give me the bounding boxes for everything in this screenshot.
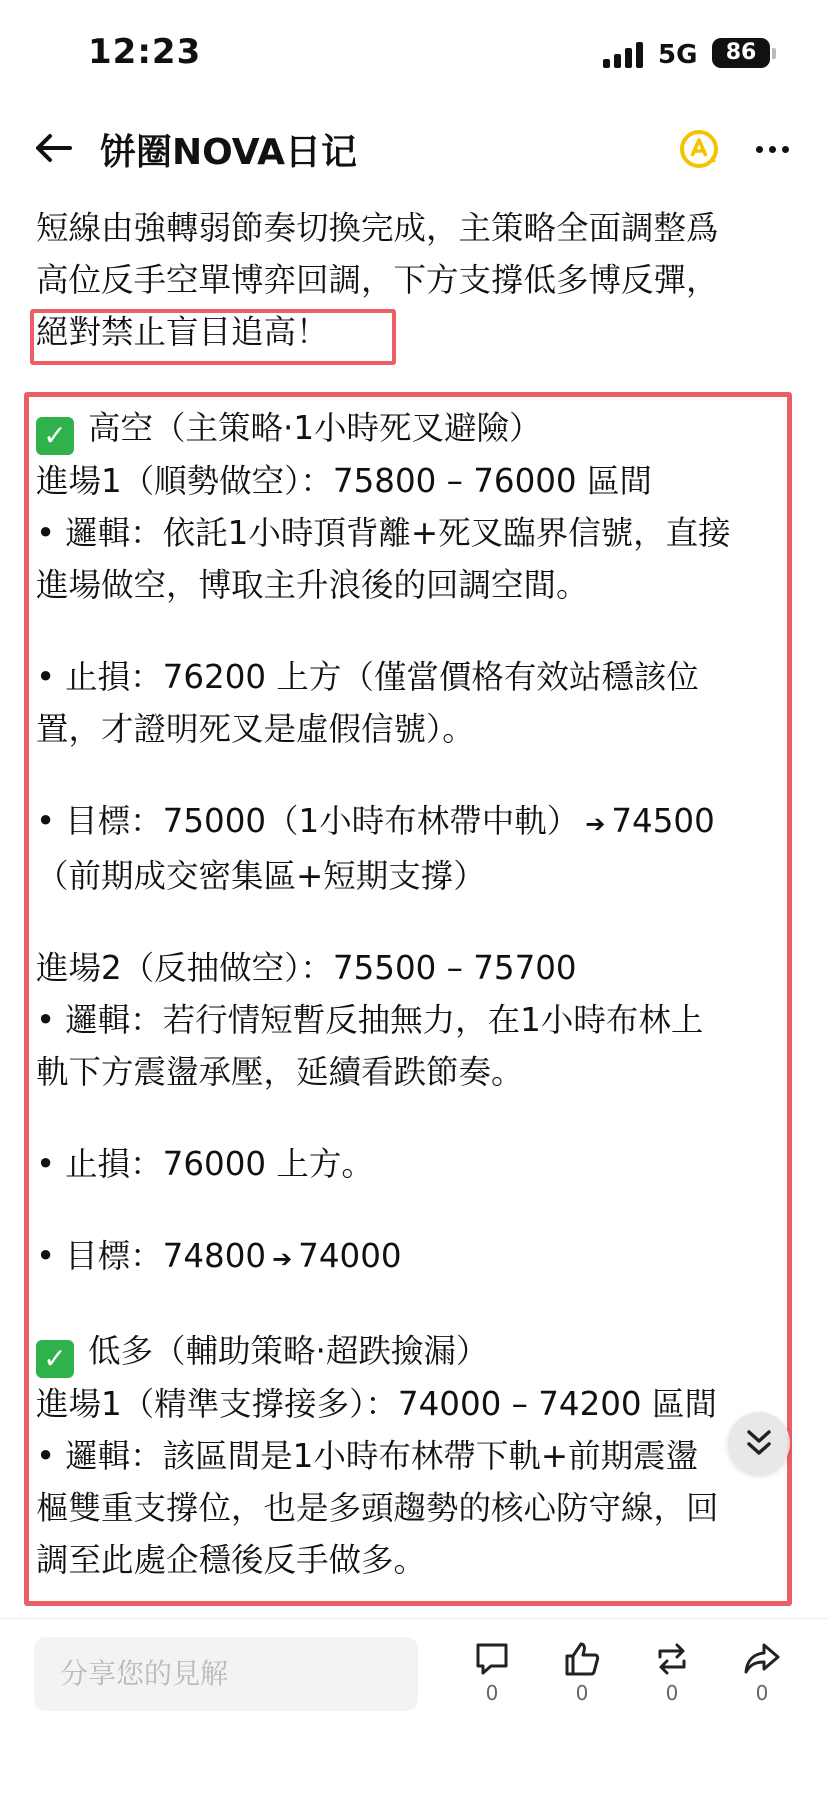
share-count: 0 <box>755 1681 769 1705</box>
logic-line: • 邏輯：依託1小時頂背離+死叉臨界信號，直接 <box>36 514 731 552</box>
scroll-down-button[interactable] <box>728 1412 790 1474</box>
target-line: • 目標：74800 ➔ 74000 <box>36 1237 402 1275</box>
repost-icon <box>652 1639 692 1679</box>
intro-line: 高位反手空單博弈回調，下方支撐低多博反彈， <box>36 261 719 299</box>
logic-line: • 邏輯：該區間是1小時布林帶下軌+前期震盪 <box>36 1437 699 1475</box>
check-icon: ✓ <box>36 1340 74 1378</box>
share-button[interactable] <box>726 1639 798 1705</box>
entry-title: 進場1（精準支撐接多）：74000 – 74200 區間 <box>36 1385 717 1423</box>
chevron-down-double-icon <box>728 1412 790 1474</box>
logic-line: 軌下方震盪承壓，延續看跌節奏。 <box>36 1053 524 1091</box>
strategy-content <box>36 402 786 1586</box>
entry-title: 進場1（順勢做空）：75800 – 76000 區間 <box>36 462 652 500</box>
comment-icon <box>472 1639 512 1679</box>
signal-icon <box>603 42 647 68</box>
section-heading-short: ✓ 高空（主策略·1小時死叉避險） <box>36 402 786 455</box>
section-heading-long: ✓ 低多（輔助策略·超跌撿漏） <box>36 1325 786 1378</box>
stop-loss-line: 置，才證明死叉是虛假信號）。 <box>36 710 475 748</box>
comment-count: 0 <box>485 1681 499 1705</box>
battery-icon: 86 <box>712 38 770 68</box>
like-icon <box>562 1639 602 1679</box>
stop-loss-line: • 止損：76000 上方。 <box>36 1145 374 1183</box>
back-button[interactable] <box>30 128 78 168</box>
highlight-box <box>30 309 396 365</box>
right-arrow-icon: ➔ <box>272 1245 293 1273</box>
translate-icon <box>676 126 722 172</box>
header <box>0 110 828 182</box>
intro-highlight: 絕對禁止盲目追高！ <box>36 313 329 351</box>
battery-cap <box>772 48 776 59</box>
like-count: 0 <box>575 1681 589 1705</box>
logic-line: 調至此處企穩後反手做多。 <box>36 1541 427 1579</box>
check-icon: ✓ <box>36 417 74 455</box>
comment-input[interactable]: 分享您的見解 <box>34 1637 418 1711</box>
status-bar <box>0 0 828 100</box>
entry-title: 進場2（反抽做空）：75500 – 75700 <box>36 949 577 987</box>
status-time: 12:23 <box>88 32 202 72</box>
repost-count: 0 <box>665 1681 679 1705</box>
more-dots-icon <box>756 146 763 153</box>
back-arrow-icon <box>30 128 78 168</box>
repost-button[interactable] <box>636 1639 708 1705</box>
comment-button[interactable] <box>456 1639 528 1705</box>
logic-line: 進場做空，博取主升浪後的回調空間。 <box>36 566 589 604</box>
more-button[interactable] <box>750 126 796 172</box>
like-button[interactable] <box>546 1639 618 1705</box>
right-arrow-icon: ➔ <box>585 810 606 838</box>
target-line: （前期成交密集區+短期支撐） <box>36 857 486 895</box>
page-title: 饼圈NOVA日记 <box>100 132 358 173</box>
share-icon <box>742 1639 782 1679</box>
stop-loss-line: • 止損：76200 上方（僅當價格有效站穩該位 <box>36 658 699 696</box>
target-line: • 目標：75000（1小時布林帶中軌） ➔ 74500 <box>36 802 715 840</box>
bottom-action-bar <box>0 1618 828 1793</box>
logic-line: 樞雙重支撐位，也是多頭趨勢的核心防守線，回 <box>36 1489 719 1527</box>
translate-button[interactable] <box>676 126 722 172</box>
logic-line: • 邏輯：若行情短暫反抽無力，在1小時布林上 <box>36 1001 704 1039</box>
network-type: 5G <box>658 40 698 70</box>
intro-line: 短線由強轉弱節奏切換完成，主策略全面調整爲 <box>36 209 719 247</box>
